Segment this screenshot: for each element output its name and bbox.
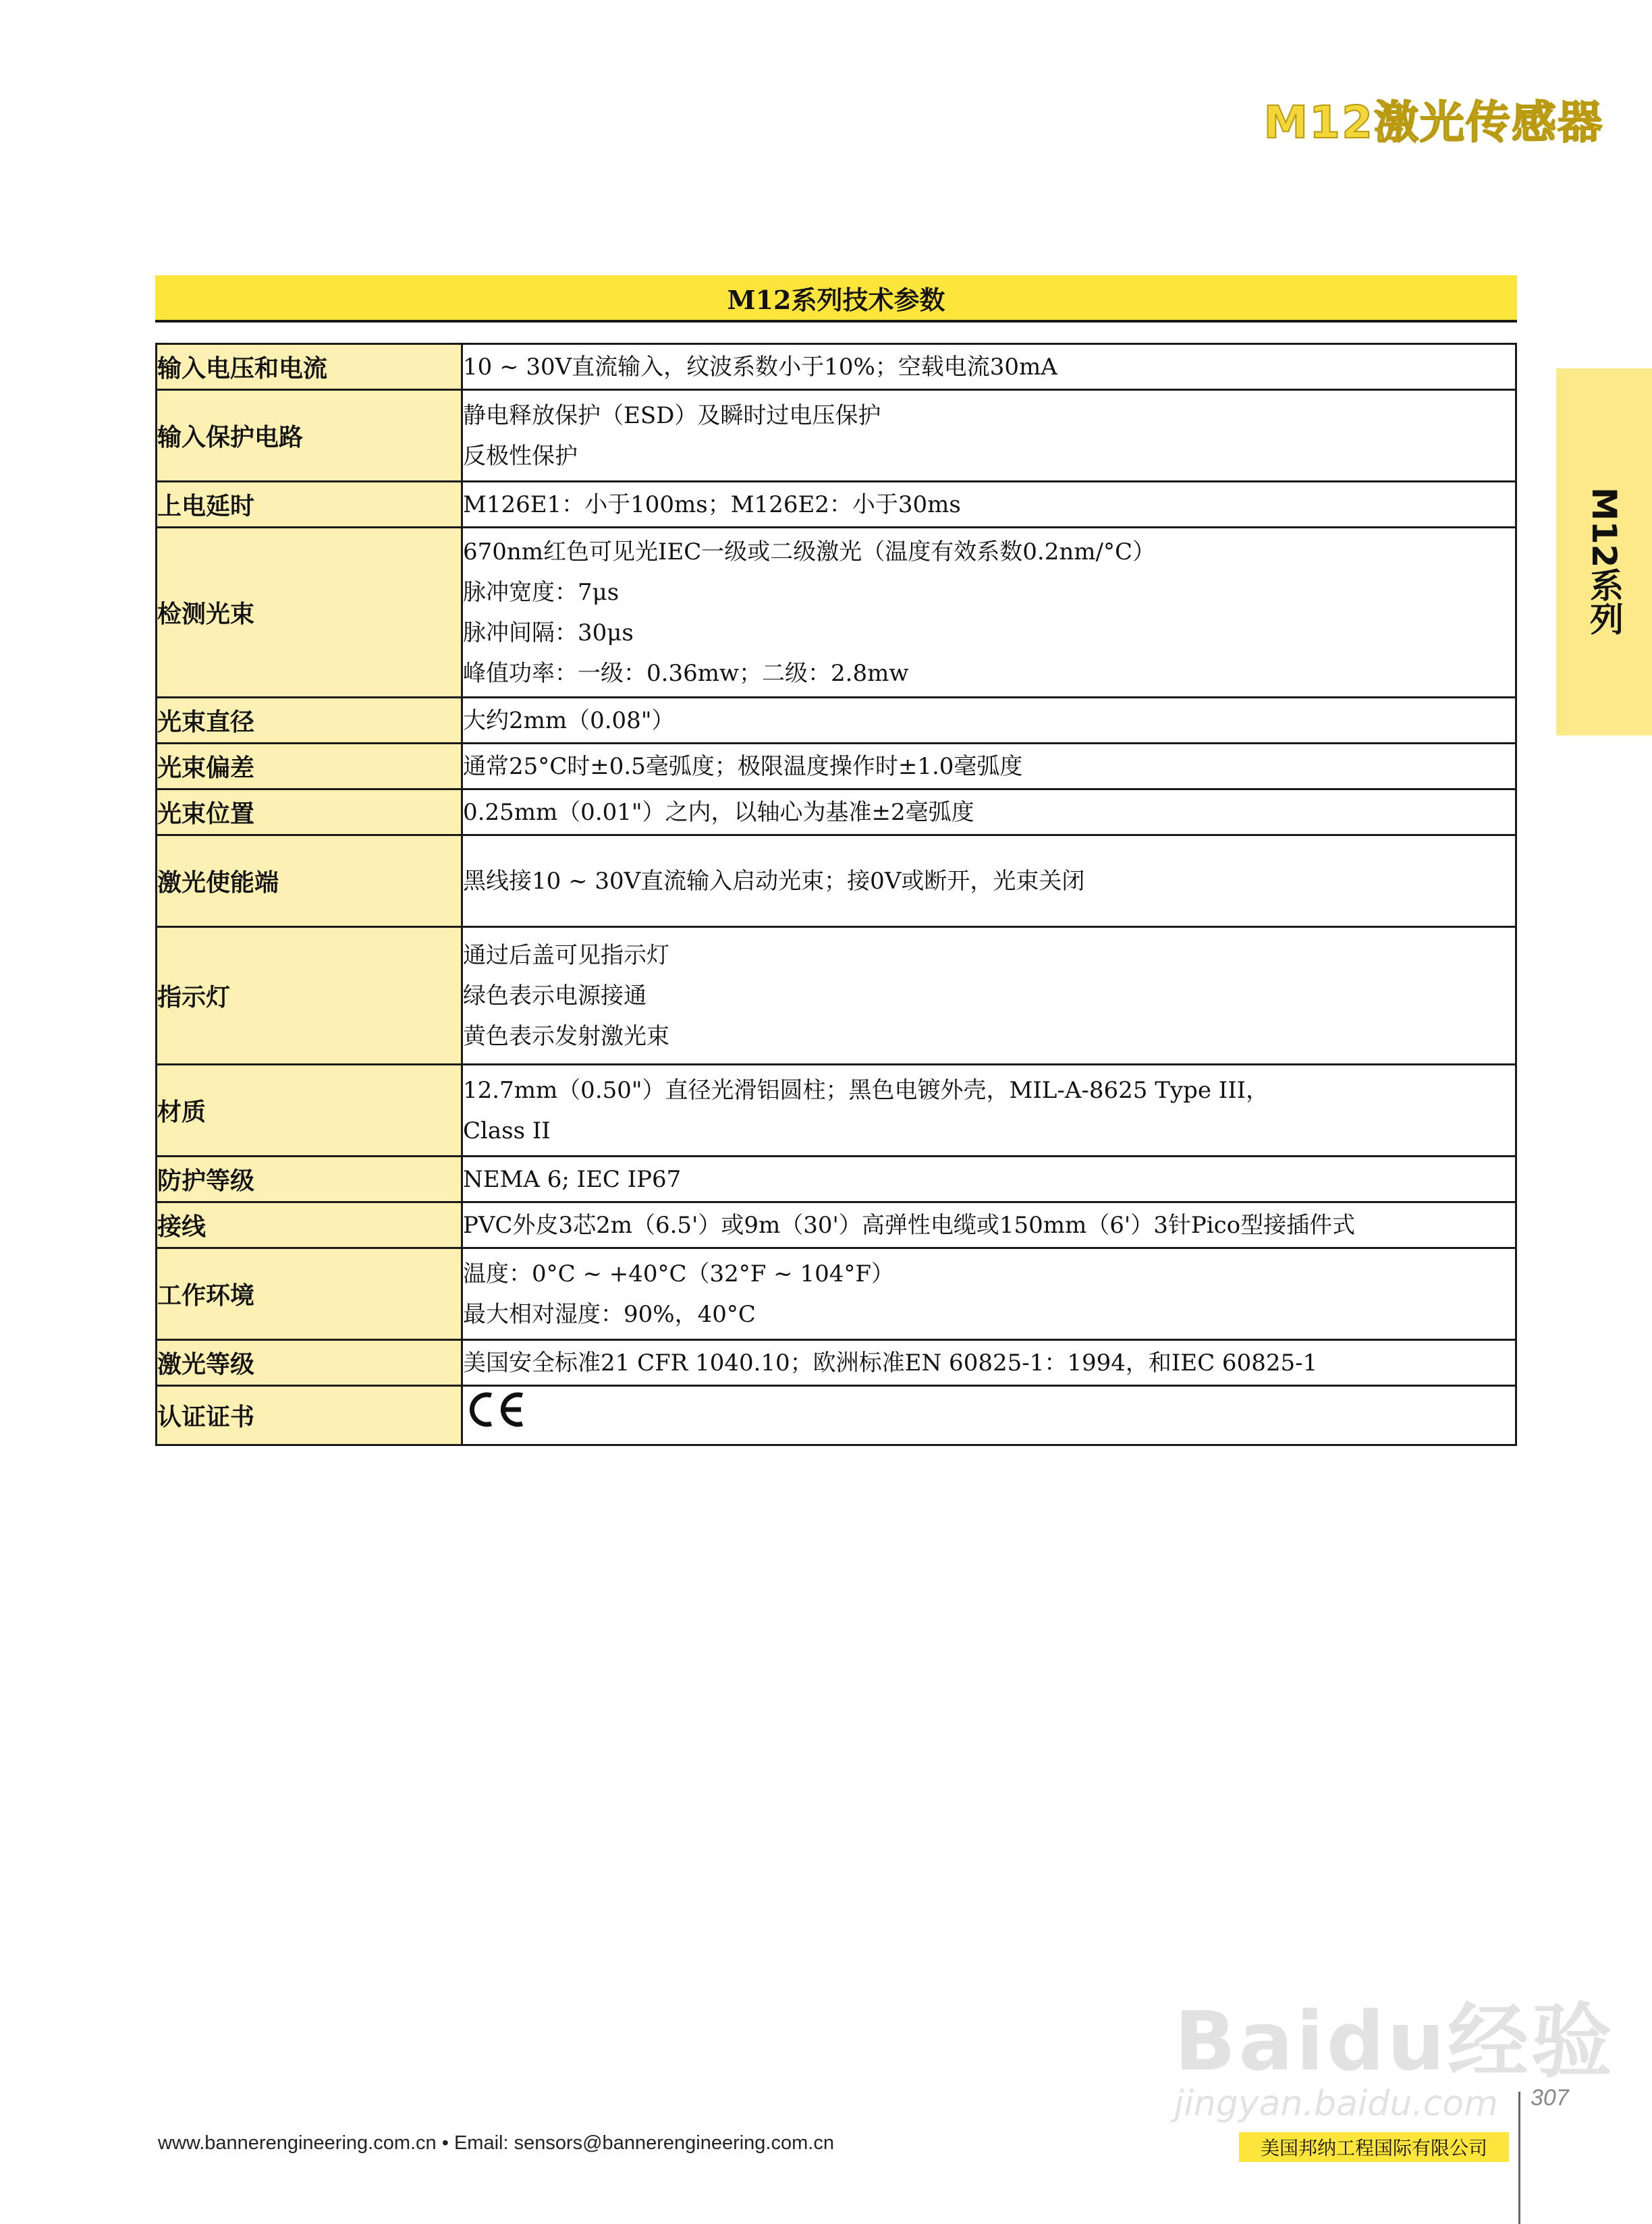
- row-value: [462, 1340, 1516, 1386]
- row-label: 接线: [157, 1202, 462, 1248]
- row-value: [462, 1157, 1516, 1202]
- table-row: [157, 1248, 1516, 1340]
- value-line: 黄色表示发射激光束: [463, 1022, 669, 1050]
- value-line: 美国安全标准21 CFR 1040.10；欧洲标准EN 60825-1：1994，和IEC 60825-1: [463, 1349, 1318, 1377]
- table-row: [157, 1340, 1516, 1386]
- row-value: [462, 1386, 1516, 1445]
- table-row: [157, 789, 1516, 835]
- watermark: Baidu经验: [1174, 1995, 1615, 2089]
- row-value: [462, 482, 1516, 528]
- watermark-url: jingyan.baidu.com: [1174, 2084, 1498, 2124]
- table-row: [157, 1065, 1516, 1157]
- table-row: [157, 927, 1516, 1065]
- row-label: 防护等级: [157, 1157, 462, 1202]
- row-value: [462, 835, 1516, 927]
- value-line: Class II: [463, 1117, 551, 1144]
- value-line: 静电释放保护（ESD）及瞬时过电压保护: [463, 401, 881, 429]
- row-label: 光束直径: [157, 698, 462, 744]
- table-row: [157, 744, 1516, 789]
- value-line: PVC外皮3芯2m（6.5'）或9m（30'）高弹性电缆或150mm（6'）3针Pico型接插件式: [463, 1211, 1356, 1239]
- row-label: 光束位置: [157, 789, 462, 835]
- value-line: 最大相对湿度：90%，40°C: [463, 1300, 756, 1328]
- value-line: 通过后盖可见指示灯: [463, 941, 669, 969]
- row-value: [462, 1065, 1516, 1157]
- value-line: 反极性保护: [463, 442, 578, 470]
- row-value: [462, 927, 1516, 1065]
- page-number: 307: [1531, 2085, 1569, 2111]
- row-value: [462, 390, 1516, 482]
- value-line: 12.7mm（0.50"）直径光滑铝圆柱；黑色电镀外壳，MIL-A-8625 Type III，: [463, 1076, 1269, 1104]
- side-tab: [1556, 368, 1652, 735]
- value-line: 0.25mm（0.01"）之内，以轴心为基准±2毫弧度: [463, 798, 974, 826]
- value-line: 通常25°C时±0.5毫弧度；极限温度操作时±1.0毫弧度: [463, 752, 1023, 780]
- table-row: [157, 528, 1516, 698]
- table-row: [157, 835, 1516, 927]
- row-label: 工作环境: [157, 1248, 462, 1340]
- table-row: [157, 1157, 1516, 1202]
- value-line: 大约2mm（0.08"）: [463, 706, 675, 734]
- row-value: [462, 744, 1516, 789]
- value-line: NEMA 6; IEC IP67: [463, 1165, 682, 1193]
- row-label: 材质: [157, 1065, 462, 1157]
- row-label: 检测光束: [157, 528, 462, 698]
- value-line: M126E1：小于100ms；M126E2：小于30ms: [463, 491, 961, 518]
- row-label: 输入保护电路: [157, 390, 462, 482]
- row-value: [462, 344, 1516, 390]
- table-row: [157, 698, 1516, 744]
- row-value: [462, 698, 1516, 744]
- row-label: 认证证书: [157, 1386, 462, 1445]
- value-line: 峰值功率：一级：0.36mw；二级：2.8mw: [463, 659, 909, 687]
- value-line: 黑线接10 ~ 30V直流输入启动光束；接0V或断开，光束关闭: [463, 867, 1085, 895]
- company-name: 美国邦纳工程国际有限公司: [1239, 2132, 1509, 2162]
- row-label: 激光等级: [157, 1340, 462, 1386]
- value-line: 绿色表示电源接通: [463, 982, 646, 1009]
- side-tab-label: M12系列: [1585, 487, 1624, 636]
- value-line: 10 ~ 30V直流输入，纹波系数小于10%；空载电流30mA: [463, 353, 1057, 381]
- row-label: 指示灯: [157, 927, 462, 1065]
- row-value: [462, 1202, 1516, 1248]
- table-row: [157, 482, 1516, 528]
- footer-contact: www.bannerengineering.com.cn • Email: sensors@bannerengineering.com.cn: [158, 2132, 834, 2154]
- table-row: [157, 1386, 1516, 1445]
- value-line: 670nm红色可见光IEC一级或二级激光（温度有效系数0.2nm/°C）: [463, 538, 1155, 565]
- table-row: [157, 390, 1516, 482]
- row-label: 激光使能端: [157, 835, 462, 927]
- ce-mark-icon: [463, 1389, 528, 1430]
- value-line: 温度：0°C ~ +40°C（32°F ~ 104°F）: [463, 1260, 894, 1287]
- row-value: [462, 528, 1516, 698]
- table-title: M12系列技术参数: [155, 275, 1517, 323]
- row-label: 上电延时: [157, 482, 462, 528]
- row-value: [462, 1248, 1516, 1340]
- value-line: 脉冲宽度：7μs: [463, 578, 620, 606]
- row-label: 光束偏差: [157, 744, 462, 789]
- row-value: [462, 789, 1516, 835]
- table-row: [157, 344, 1516, 390]
- spec-table: [155, 343, 1517, 1446]
- value-line: 脉冲间隔：30μs: [463, 619, 634, 646]
- row-label: 输入电压和电流: [157, 344, 462, 390]
- table-row: [157, 1202, 1516, 1248]
- header-title: M12激光传感器: [1263, 96, 1603, 148]
- page-divider: [1518, 2092, 1520, 2224]
